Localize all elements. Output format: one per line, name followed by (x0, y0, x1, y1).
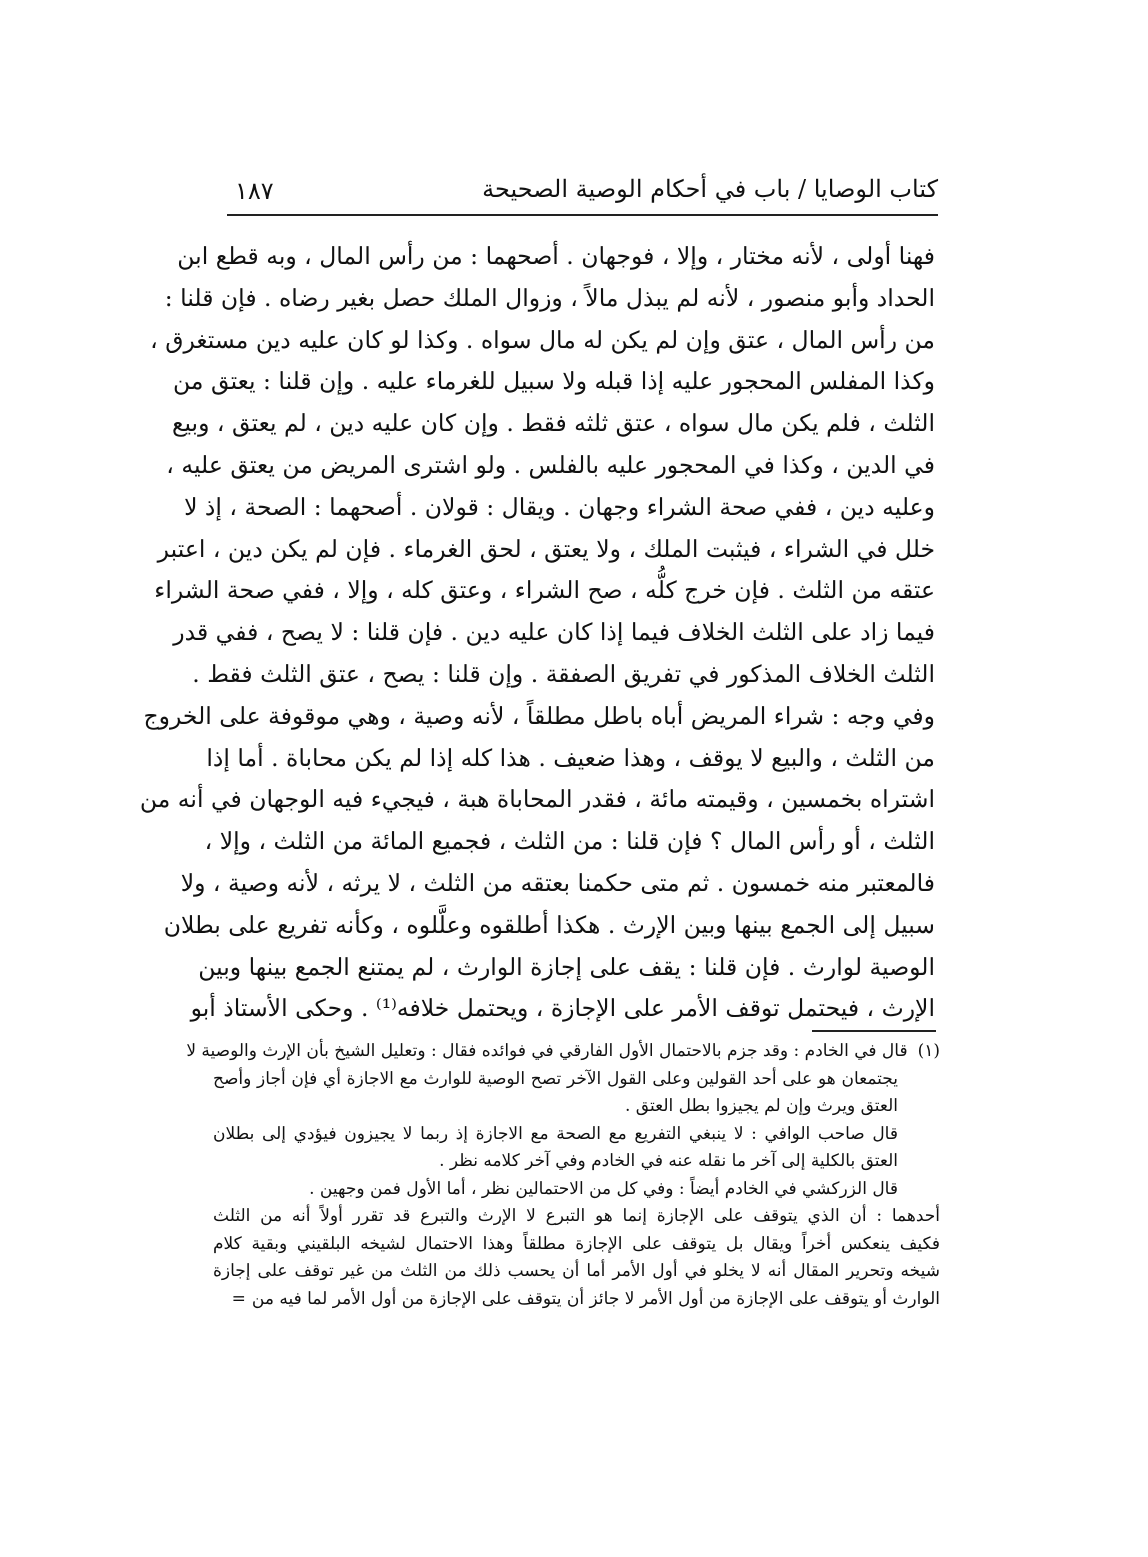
footnote-line: فكيف ينعكس أخراً ويقال بل يتوقف على الإجازة مطلقاً وهذا الاحتمال لشيخه البلقيني وبقية كلام (213, 1233, 940, 1254)
text-line: فهنا أولى ، لأنه مختار ، وإلا ، فوجهان . أصحهما : من رأس المال ، وبه قطع ابن (177, 242, 935, 270)
text-line: اشتراه بخمسين ، وقيمته مائة ، فقدر المحاباة هبة ، فيجيء فيه الوجهان في أنه من (139, 785, 935, 814)
text-line: الحداد وأبو منصور ، لأنه لم يبذل مالاً ، وزوال الملك حصل بغير رضاه . فإن قلنا : (164, 283, 935, 312)
footnote-text: قال في الخادم : وقد جزم بالاحتمال الأول الفارقي في فوائده فقال : وتعليل الشيخ بأن الإرث والوصية لا (186, 1041, 908, 1061)
footnote-marker: (١) (917, 1041, 940, 1061)
page-number: ١٨٧ (235, 177, 274, 205)
footnote-line: قال الزركشي في الخادم أيضاً : وفي كل من الاحتمالين نظر ، أما الأول فمن وجهين . (309, 1178, 898, 1199)
text-line: الثلث ، فلم يكن مال سواه ، عتق ثلثه فقط . وإن كان عليه دين ، لم يعتق ، وبيع (171, 409, 935, 438)
footnote-line: أحدهما : أن الذي يتوقف على الإجازة إنما هو التبرع لا الإرث والتبرع قد تقرر أولاً أنه من الثلث (213, 1206, 940, 1226)
footnote-line: يجتمعان هو على أحد القولين وعلى القول الآخر تصح الوصية للوارث مع الاجازة أي فإن أجاز وأصح (213, 1068, 898, 1089)
footnote-line (213, 1286, 940, 1314)
text-line: وعليه دين ، ففي صحة الشراء وجهان . ويقال : قولان . أصحهما : الصحة ، إذ لا (184, 492, 935, 521)
text-line: الوصية لوارث . فإن قلنا : يقف على إجازة الوارث ، لم يمتنع الجمع بينها وبين (198, 952, 935, 981)
footnote-text: الوارث أو يتوقف على الإجازة من أول الأمر لا جائز أن يتوقف على الإجازة من أول الأمر لما فيه من (251, 1288, 940, 1309)
footnote-line: قال صاحب الوافي : لا ينبغي التفريع مع الصحة مع الاجازة إذ ربما لا يجيزون فيؤدي إلى بطلان (213, 1123, 898, 1144)
continuation-mark: = (231, 1288, 246, 1309)
text-line: خلل في الشراء ، فيثبت الملك ، ولا يعتق ، لحق الغرماء . فإن لم يكن دين ، اعتبر (157, 534, 935, 563)
footnote-line: العتق بالكلية إلى آخر ما نقله عنه في الخادم وفي آخر كلامه نظر . (439, 1151, 898, 1171)
text-line: الإرث ، فيحتمل توقف الأمر على الإجازة ، ويحتمل خلافه⁽¹⁾ . وحكى الأستاذ أبو (190, 994, 935, 1023)
footnote-line: العتق ويرث وإن لم يجيزوا بطل العتق . (625, 1096, 898, 1116)
text-line: في الدين ، وكذا في المحجور عليه بالفلس . ولو اشترى المريض من يعتق عليه ، (166, 450, 935, 479)
text-line: من رأس المال ، عتق وإن لم يكن له مال سواه . وكذا لو كان عليه دين مستغرق ، (150, 325, 935, 354)
text-line: سبيل إلى الجمع بينها وبين الإرث . هكذا أطلقوه وعلَّلوه ، وكأنه تفريع على بطلان (163, 910, 935, 939)
text-line: عتقه من الثلث . فإن خرج كلُّه ، صح الشراء ، وعتق كله ، وإلا ، ففي صحة الشراء (154, 576, 935, 605)
running-title: كتاب الوصايا / باب في أحكام الوصية الصحيحة (482, 175, 938, 203)
footnote-line (186, 1038, 940, 1066)
text-line: فيما زاد على الثلث الخلاف فيما إذا كان عليه دين . فإن قلنا : لا يصح ، ففي قدر (173, 618, 935, 647)
footnote-line: شيخه وتحرير المقال أنه لا يخلو في أول الأمر أما أن يحسب ذلك من الثلث من غير توقف على إجازة (213, 1261, 940, 1281)
text-line: الثلث ، أو رأس المال ؟ فإن قلنا : من الثلث ، فجميع المائة من الثلث ، وإلا ، (204, 827, 935, 856)
text-line: وفي وجه : شراء المريض أباه باطل مطلقاً ، لأنه وصية ، وهي موقوفة على الخروج (143, 701, 935, 730)
footnotes (186, 1038, 940, 1313)
text-line: وكذا المفلس المحجور عليه إذا قبله ولا سبيل للغرماء عليه . وإن قلنا : يعتق من (173, 367, 935, 396)
text-line: من الثلث ، والبيع لا يوقف ، وهذا ضعيف . هذا كله إذا لم يكن محاباة . أما إذا (206, 743, 935, 772)
page-header (227, 170, 938, 216)
main-text (139, 236, 935, 1030)
footnote-separator (812, 1030, 936, 1032)
text-line: الثلث الخلاف المذكور في تفريق الصفقة . وإن قلنا : يصح ، عتق الثلث فقط . (192, 659, 935, 688)
text-line: فالمعتبر منه خمسون . ثم متى حكمنا بعتقه من الثلث ، لا يرثه ، لأنه وصية ، ولا (180, 868, 935, 897)
